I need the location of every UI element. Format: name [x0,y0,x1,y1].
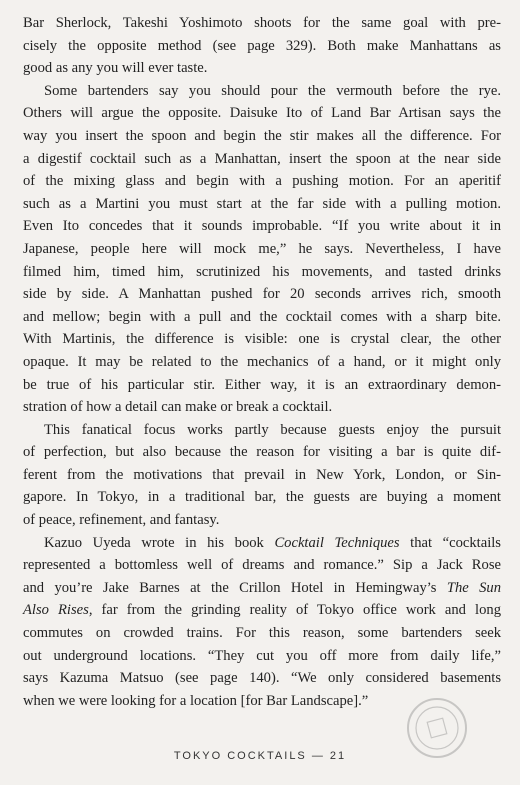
text-line: opaque. It may be related to the mechanics of a hand, or it might only [23,353,501,370]
running-footer: TOKYO COCKTAILS — 21 [173,750,347,762]
text-line: Some bartenders say you should pour the vermouth before the rye. [44,82,501,99]
text-line: stration of how a detail can make or break a cocktail. [23,399,333,416]
text-line: ferent from the motivations that prevail in New York, London, or Sin- [23,466,501,483]
text-line: With Martinis, the difference is visible: one is crystal clear, the other [23,331,501,348]
text-line: and mellow; begin with a pull and the cocktail comes with a sharp bite. [23,308,501,325]
paragraph [23,532,501,713]
text-line: of perfection, but also because the reason for visiting a bar is quite dif- [23,444,501,461]
text-line: gapore. In Tokyo, in a traditional bar, the guests are buying a moment [23,489,501,506]
text-line: Kazuo Uyeda wrote in his book Cocktail Techniques that “cocktails [44,534,501,551]
text-line: of the mixing glass and begin with a pushing motion. For an aperitif [23,173,501,190]
text-line: says Kazuma Matsuo (see page 140). “We only considered basements [23,670,501,687]
text-line: represented a bottomless well of dreams and romance.” Sip a Jack Rose [23,557,501,574]
text-line: and you’re Jake Barnes at the Crillon Hotel in Hemingway’s The Sun [23,579,501,596]
watermark-stamp-icon [405,696,469,760]
text-line: filmed him, timed him, scrutinized his movements, and tasted drinks [23,263,501,280]
text-line: Japanese, people here will mock me,” he says. Nevertheless, I have [23,240,501,257]
text-line: Also Rises, far from the grinding reality of Tokyo office work and long [23,602,501,619]
text-line: out underground locations. “They cut you off more from daily life,” [23,647,501,664]
text-line: Others will argue the opposite. Daisuke Ito of Land Bar Artisan says the [23,105,501,122]
text-line: a digestif cocktail such as a Manhattan, insert the spoon at the near side [23,150,501,167]
text-line: be true of his particular stir. Either way, it is an extraordinary demon- [23,376,501,393]
text-line: commutes on crowded trains. For this reason, some bartenders seek [23,625,501,642]
paragraph [23,80,501,419]
paragraph [23,419,501,532]
text-line: Bar Sherlock, Takeshi Yoshimoto shoots for the same goal with pre- [23,15,501,31]
text-line: cisely the opposite method (see page 329). Both make Manhattans as [23,37,501,54]
text-line: of peace, refinement, and fantasy. [23,512,220,529]
text-line: good as any you will ever taste. [23,60,208,77]
paragraph [23,12,501,80]
text-line: side by side. A Manhattan pushed for 20 seconds arrives rich, smooth [23,286,501,303]
text-line: This fanatical focus works partly because guests enjoy the pursuit [44,421,501,438]
book-page-body [23,12,501,712]
text-line: way you insert the spoon and begin the stir makes all the difference. For [23,127,501,144]
text-line: Even Ito concedes that it sounds improbable. “If you write about it in [23,218,501,235]
text-line: such as a Martini you must start at the far side with a pulling motion. [23,195,501,212]
text-line: when we were looking for a location [for Bar Landscape].” [23,692,369,709]
